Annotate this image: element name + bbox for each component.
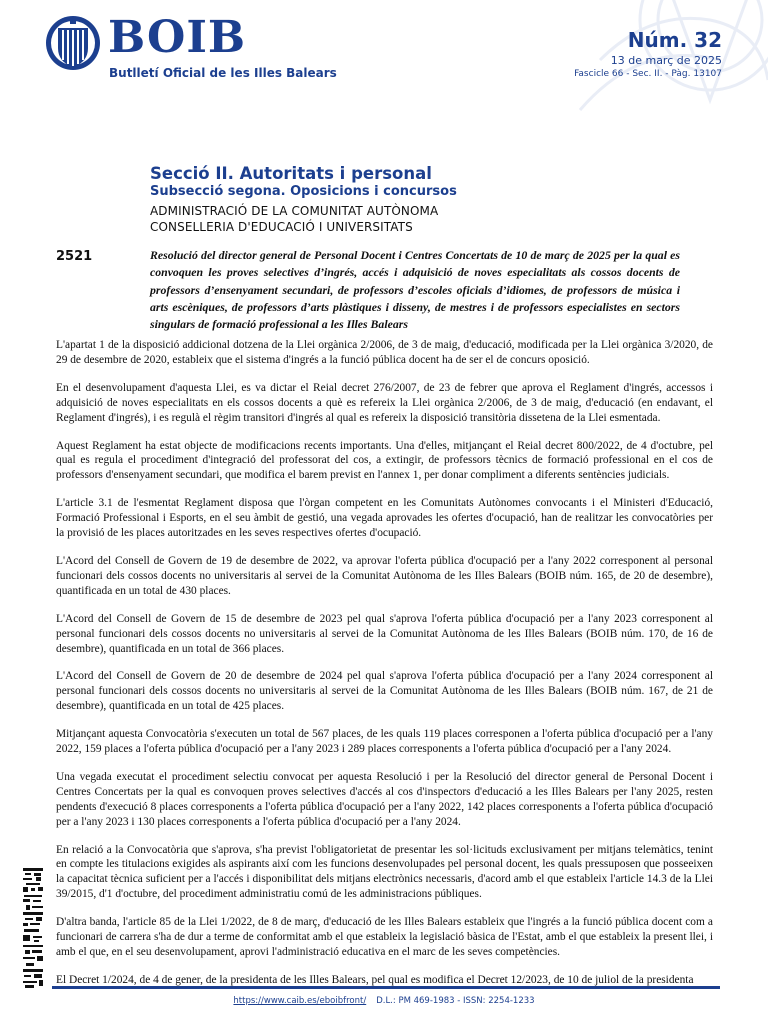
bulletin-subtitle: Butlletí Oficial de les Illes Balears	[109, 66, 337, 80]
body-paragraph: El Decret 1/2024, de 4 de gener, de la presidenta de les Illes Balears, pel qual es modifica el Decret 12/2023, de 10 de juliol de la presidenta	[56, 973, 694, 986]
body-paragraph: L'Acord del Consell de Govern de 15 de desembre de 2023 pel qual s'aprova l'oferta pública d'ocupació per a l'any 2023 corresponent al personal funcionari dels cossos docents no universitaris al servei de la Comunitat Autònoma de les Illes Balears (BOIB núm. 170, de 16 de desembre), quantificada en un total de 366 places.	[56, 612, 713, 655]
legal-deposit: D.L.: PM 469-1983 - ISSN: 2254-1233	[376, 996, 535, 1006]
footer-rule	[52, 986, 720, 989]
body-paragraph: L'Acord del Consell de Govern de 19 de desembre de 2022, va aprovar l'oferta pública d'ocupació per a l'any 2022 corresponent al personal funcionari dels cossos docents no universitaris al servei de la Comunitat Autònoma de les Illes Balears (BOIB núm. 165, de 20 de desembre), quantificada en un total de 430 places.	[56, 554, 713, 597]
boib-shield-logo-icon	[45, 14, 101, 72]
resolution-title: Resolució del director general de Personal Docent i Centres Concertats de 10 de març de 2025 per la qual es convoquen les proves selectives d’ingrés, accés i adquisició de noves especialitats als cossos docents de professors d’ensenyament secundari, de professors d’escoles oficials d’idiomes, de professors de música i arts escèniques, de professors d’arts plàstiques i disseny, de mestres i de professors especialistes en sectors singulars de formació professional a les Illes Balears	[150, 248, 680, 332]
body-paragraph: D'altra banda, l'article 85 de la Llei 1/2022, de 8 de març, d'educació de les Illes Balears estableix que l'ingrés a la funció pública docent com a funcionari de carrera s'ha de dur a terme de conformitat amb el que estableix la legislació bàsica de l'Estat, amb el que estableix la present llei, i amb el que, en el seu desenvolupament, aprovi l'administració educativa en el marc de les seves competències.	[56, 916, 713, 958]
issue-number: Núm. 32	[627, 28, 722, 52]
body-paragraph: L'apartat 1 de la disposició addicional dotzena de la Llei orgànica 2/2006, de 3 de maig, d'educació, modificada per la Llei orgànica 3/2020, de 29 de desembre de 2020, estableix que el sistema d'ingrés a la funció pública docent ha de ser el de concurs oposició.	[56, 339, 713, 366]
section-title: Secció II. Autoritats i personal	[150, 164, 432, 183]
boib-website-link[interactable]: https://www.caib.es/eboibfront/	[233, 996, 367, 1006]
body-paragraph: En relació a la Convocatòria que s'aprova, s'ha previst l'obligatorietat de presentar les sol·licituds exclusivament per mitjans telemàtics, tenint en compte les titulacions exigides als aspirants així com les funcions desenvolupades pel personal docent, les quals pressuposen que posseeixen la capacitat tècnica suficient per a l'accés i disponibilitat dels mitjans electrònics necessaris, d'acord amb el que estableix l'article 14.3 de la Llei 39/2015, d'1 d'octubre, del procediment administratiu comú de les administracions públiques.	[56, 843, 713, 901]
body-paragraph: L'Acord del Consell de Govern de 20 de desembre de 2024 pel qual s'aprova l'oferta pública d'ocupació per a l'any 2024 corresponent al personal funcionari dels cossos docents no universitaris al servei de la Comunitat Autònoma de les Illes Balears (BOIB núm. 167, de 21 de desembre), quantificada en un total de 425 places.	[56, 670, 713, 713]
verification-barcode-icon	[23, 868, 43, 988]
body-paragraph: Mitjançant aquesta Convocatòria s'executen un total de 567 places, de les quals 119 places corresponen a l'oferta pública d'ocupació per a l'any 2022, 159 places a l'oferta pública d'ocupació per a l'any 2023 i 289 places corresponents a l'oferta pública d'ocupació per a l'any 2024.	[56, 728, 713, 756]
body-paragraph: En el desenvolupament d'aquesta Llei, es va dictar el Reial decret 276/2007, de 23 de febrer que aprova el Reglament d'ingrés, accessos i adquisició de noves especialitats en els cossos docents a què es refereix la Llei orgànica 2/2006, de 3 de maig, d'educació (en endavant, el Reglament d'ingrés), i es regulà el règim transitori d'ingrés al qual es refereix la disposició transitòria dissetena de la Llei esmentada.	[56, 381, 713, 424]
administration-heading	[150, 203, 438, 235]
document-number: 2521	[56, 249, 93, 264]
issue-info	[574, 28, 722, 80]
issue-date: 13 de març de 2025	[610, 54, 722, 67]
document-body	[56, 338, 713, 1001]
conselleria-line: CONSELLERIA D'EDUCACIÓ I UNIVERSITATS	[150, 220, 413, 234]
body-paragraph: L'article 3.1 de l'esmentat Reglament disposa que l'òrgan competent en les Comunitats Autònomes convocants i el Ministeri d'Educació, Formació Professional i Esports, en el seu àmbit de gestió, una vegada aprovades les ofertes d'ocupació, han de realitzar les convocatòries per la provisió de les places autoritzades en les seves respectives ofertes d'ocupació.	[56, 497, 713, 540]
page-footer	[0, 996, 768, 1006]
fascicle-page: Fascicle 66 - Sec. II. - Pàg. 13107	[574, 69, 722, 79]
body-paragraph: Aquest Reglament ha estat objecte de modificacions recents importants. Una d'elles, mitjançant el Reial decret 800/2022, de 4 d'octubre, pel qual es regula el procediment d'integració del professorat del cos, a extingir, de professors tècnics de formació professional en el cos de professors d'ensenyament secundari, que modifica el barem previst en l'annex 1, per donar compliment a diferents sentències judicials.	[56, 439, 713, 482]
boib-logo-text: BOIB	[108, 12, 247, 63]
administration-line: ADMINISTRACIÓ DE LA COMUNITAT AUTÒNOMA	[150, 204, 439, 218]
subsection-title: Subsecció segona. Oposicions i concursos	[150, 184, 457, 199]
body-paragraph: Una vegada executat el procediment selectiu convocat per aquesta Resolució i per la Resolució del director general de Personal Docent i Centres Concertats per la qual es convoquen proves selectives d'accés al cos d'inspectors d'educació a les Illes Balears per l'any 2025, resten pendents d'execució 8 places corresponents a l'oferta pública d'ocupació per a l'any 2022, 142 places corresponents a l'oferta pública d'ocupació per a l'any 2023 i 130 places corresponents a l'oferta pública d'ocupació per a l'any 2024.	[56, 770, 713, 828]
